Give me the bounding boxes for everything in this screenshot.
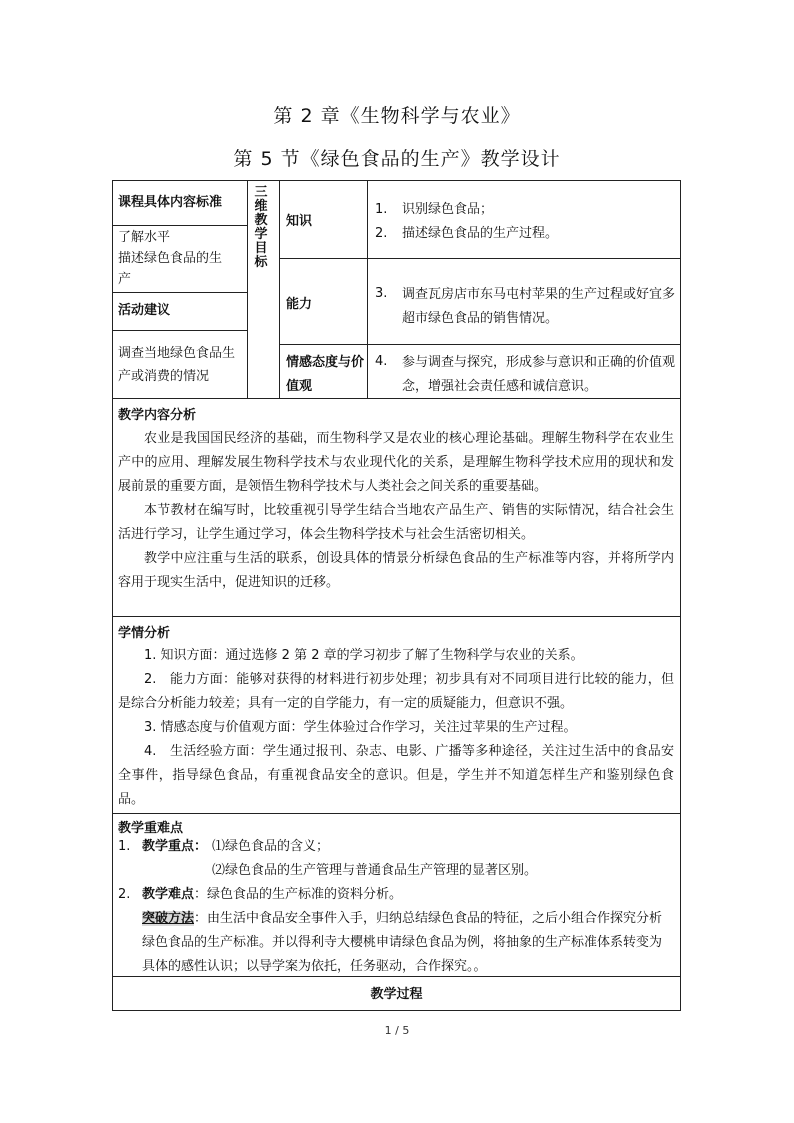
difficulty-text: ：绿色食品的生产标准的资料分析。 xyxy=(194,887,403,902)
border-line xyxy=(112,180,113,1011)
content-paragraph-1: 农业是我国国民经济的基础，而生物科学又是农业的核心理论基础。理解生物科学在农业生产中的应用、理解发展生物科学技术与农业现代化的关系，是理解生物科学技术应用的现状和发展前景的重要方面，是领悟生物科学技术与人类社会之间关系的重要基础。 xyxy=(118,431,674,494)
activity-label: 活动建议 xyxy=(118,303,171,318)
attitude-item xyxy=(375,351,675,399)
content-analysis-heading: 教学内容分析 xyxy=(118,408,197,423)
item-text: 调查瓦房店市东马屯村苹果的生产过程或好宜多超市绿色食品的销售情况。 xyxy=(402,287,676,326)
border-line xyxy=(112,292,247,293)
knowledge-item-2 xyxy=(375,223,675,245)
border-line xyxy=(279,344,681,345)
student-analysis-heading: 学情分析 xyxy=(118,626,171,641)
border-line xyxy=(279,180,280,398)
ability-label: 能力 xyxy=(286,297,313,312)
item-text: 描述绿色食品的生产过程。 xyxy=(402,226,559,241)
focus-item-2: ⑵绿色食品的生产管理与普通食品生产管理的显著区别。 xyxy=(212,863,538,878)
border-line xyxy=(247,180,248,398)
method-block xyxy=(142,907,667,979)
student-paragraph-1: 1. 知识方面：通过选修 2 第 2 章的学习初步了解了生物科学与农业的关系。 xyxy=(144,648,584,663)
item-number: 3. xyxy=(375,286,388,301)
method-text: ：由生活中食品安全事件入手，归纳总结绿色食品的特征，之后小组合作探究分析绿色食品的生产标准。并以得利寺大樱桃申请绿色食品为例，将抽象的生产标准体系转变为具体的感性认识；以导学案为依托，任务驱动，合作探究。。 xyxy=(142,911,663,974)
border-line xyxy=(112,330,247,331)
item-number: 2. xyxy=(375,226,388,241)
item-number: 1. xyxy=(375,202,388,217)
objectives-label: 三维教学目标 xyxy=(254,185,268,270)
method-label: 突破方法 xyxy=(142,911,195,926)
border-line xyxy=(112,225,247,226)
process-heading: 教学过程 xyxy=(370,987,423,1002)
focus-label: 教学重点： xyxy=(142,839,208,854)
knowledge-item-1 xyxy=(375,199,675,221)
border-line xyxy=(112,813,681,814)
difficulty-row xyxy=(142,884,402,906)
chapter-title: 第 2 章《生物科学与农业》 xyxy=(273,105,521,127)
level-line-3: 产 xyxy=(118,272,132,287)
border-line xyxy=(112,1010,681,1011)
border-line xyxy=(112,180,681,181)
section-title: 第 5 节《绿色食品的生产》教学设计 xyxy=(233,148,561,170)
student-paragraph-3: 3. 情感态度与价值观方面：学生体验过合作学习，关注过苹果的生产过程。 xyxy=(144,720,577,735)
knowledge-label: 知识 xyxy=(286,214,313,229)
difficulty-number: 2. xyxy=(118,887,131,902)
item-text: 识别绿色食品； xyxy=(402,202,494,217)
key-points-heading: 教学重难点 xyxy=(118,821,184,836)
ability-item xyxy=(375,283,675,333)
student-paragraph-2: 2. 能力方面：能够对获得的材料进行初步处理；初步具有对不同项目进行比较的能力，但是综合分析能力较差；具有一定的自学能力，有一定的质疑能力，但意识不强。 xyxy=(118,672,674,711)
item-text: 参与调查与探究，形成参与意识和正确的价值观念，增强社会责任感和诚信意识。 xyxy=(402,355,676,394)
border-line xyxy=(367,180,368,398)
focus-item-1: ⑴绿色食品的含义； xyxy=(212,839,330,854)
item-number: 4. xyxy=(375,354,388,369)
difficulty-label: 教学难点 xyxy=(142,887,195,902)
activity-text: 调查当地绿色食品生产或消费的情况 xyxy=(118,346,236,384)
student-paragraph-4: 4. 生活经验方面：学生通过报刊、杂志、电影、广播等多种途径，关注过生活中的食品安全事件，指导绿色食品，有重视食品安全的意识。但是，学生并不知道怎样生产和鉴别绿色食品。 xyxy=(118,744,674,807)
content-paragraph-2: 本节教材在编写时，比较重视引导学生结合当地农产品生产、销售的实际情况，结合社会生活进行学习，让学生通过学习，体会生物科学技术与社会生活密切相关。 xyxy=(118,503,674,542)
attitude-label: 情感态度与价值观 xyxy=(286,355,365,394)
curriculum-label: 课程具体内容标准 xyxy=(118,195,223,210)
focus-number: 1. xyxy=(118,839,131,854)
page-number: 1 / 5 xyxy=(384,1024,410,1037)
level-line-1: 了解水平 xyxy=(118,230,171,245)
lesson-plan-table xyxy=(112,180,681,1011)
border-line xyxy=(112,616,681,617)
content-paragraph-3: 教学中应注重与生活的联系，创设具体的情景分析绿色食品的生产标准等内容，并将所学内容用于现实生活中，促进知识的迁移。 xyxy=(118,551,674,590)
level-line-2: 描述绿色食品的生 xyxy=(118,251,223,266)
border-line xyxy=(279,258,681,259)
